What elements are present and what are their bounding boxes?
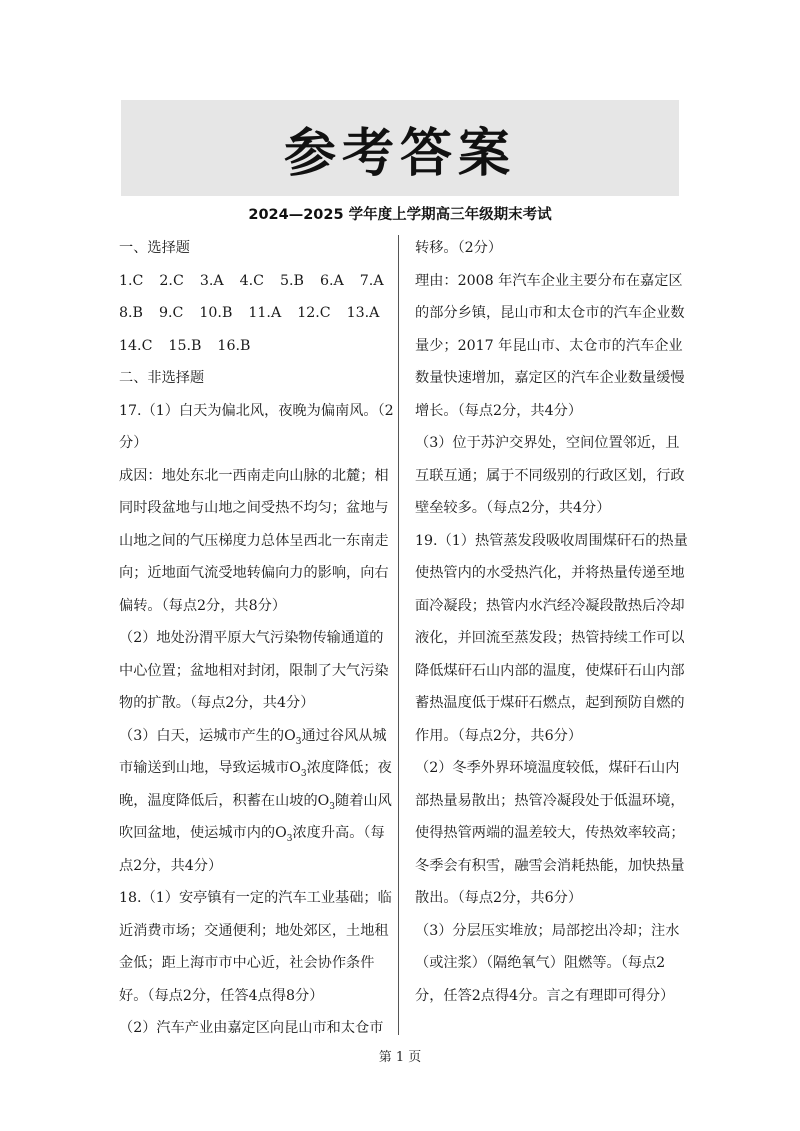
q19-part3: （3）分层压实堆放；局部挖出冷却；注水（或注浆）（隔绝氧气）阻燃等。（每点2分，任答2点得4分。言之有理即可得分） [415,922,680,1004]
mc-answer: 11.A [248,305,282,321]
exam-subtitle: 2024—2025 学年度上学期高三年级期末考试 [248,207,552,223]
q18-reason: 理由：2008 年汽车企业主要分布在嘉定区的部分乡镇，昆山市和太仓市的汽车企业数量少；2017 年昆山市、太仓市的汽车企业数量快速增加，嘉定区的汽车企业数量缓慢增长。（每点2分，共4分） [415,272,685,419]
mc-answer: 5.B [280,272,304,289]
mc-answer: 8.B [119,305,143,321]
q18-part1: 18.（1）安亭镇有一定的汽车工业基础；临近消费市场；交通便利；地处郊区，土地租金低；距上海市市中心近，社会协作条件好。（每点2分，任答4点得8分） [119,890,392,1004]
q19-part2: （2）冬季外界环境温度较低，煤矸石山内部热量易散出；热管冷凝段处于低温环境，使得热管两端的温差较大，传热效率较高；冬季会有积雪，融雪会消耗热能，加快热量散出。（每点2分，共6分） [415,760,685,906]
right-column [415,232,690,1012]
mc-answer-row [119,297,394,330]
title-banner [121,100,679,196]
q18-part2: （2）汽车产业由嘉定区向昆山市和太仓市 [119,1020,384,1036]
mc-answer: 9.C [158,305,184,321]
left-column [119,232,394,1045]
mc-answer: 14.C [119,337,153,354]
mc-answer: 7.A [359,272,384,289]
mc-answer: 10.B [199,305,233,321]
mc-heading: 一、选择题 [119,240,190,256]
column-divider [398,235,399,1035]
mc-answer: 15.B [168,337,202,354]
mc-answer: 6.A [319,272,344,289]
q17-cause: 成因：地处东北一西南走向山脉的北麓；相同时段盆地与山地之间受热不均匀；盆地与山地之间的气压梯度力总体呈西北一东南走向；近地面气流受地转偏向力的影响，向右偏转。（每点2分，共8分） [119,467,389,614]
q18-part2-continued: 转移。（2分） [415,240,503,256]
q18-part3: （3）位于苏沪交界处，空间位置邻近，且互联互通；属于不同级别的行政区划，行政壁垒较多。（每点2分，共4分） [415,435,685,516]
q17-part1: 17.（1）白天为偏北风，夜晚为偏南风。（2分） [119,402,394,451]
mc-answer: 4.C [239,272,265,289]
mc-answer-row [119,330,394,363]
mc-answer: 1.C [119,272,144,289]
mc-answer-row [119,265,394,298]
essay-heading: 二、非选择题 [119,370,205,386]
mc-answer: 12.C [297,305,331,321]
mc-answer: 3.A [199,272,224,289]
page-title: 参考答案 [283,123,516,184]
mc-answer: 2.C [159,272,184,289]
mc-answer: 16.B [217,337,251,354]
q17-part3: （3）白天，运城市产生的$O_3$通过谷风从城市输送到山地，导致运城市$O_3$浓度降低；夜晚，温度降低后，积蓄在山坡的$O_3$随着山风吹回盆地，使运城市内的$O_3$浓度升高。（每点2分，共4分） [119,727,392,874]
q17-part2: （2）地处汾渭平原大气污染物传输通道的中心位置；盆地相对封闭，限制了大气污染物的扩散。（每点2分，共4分） [119,630,389,711]
page-number: 第 1 页 [378,1050,422,1065]
q19-part1: 19.（1）热管蒸发段吸收周围煤矸石的热量使热管内的水受热汽化，并将热量传递至地面冷凝段；热管内水汽经冷凝段散热后冷却液化，并回流至蒸发段；热管持续工作可以降低煤矸石山内部的温度，使煤矸石山内部蓄热温度低于煤矸石燃点，起到预防自燃的作用。（每点2分，共6分） [415,532,688,744]
mc-answer: 13.A [346,305,380,321]
